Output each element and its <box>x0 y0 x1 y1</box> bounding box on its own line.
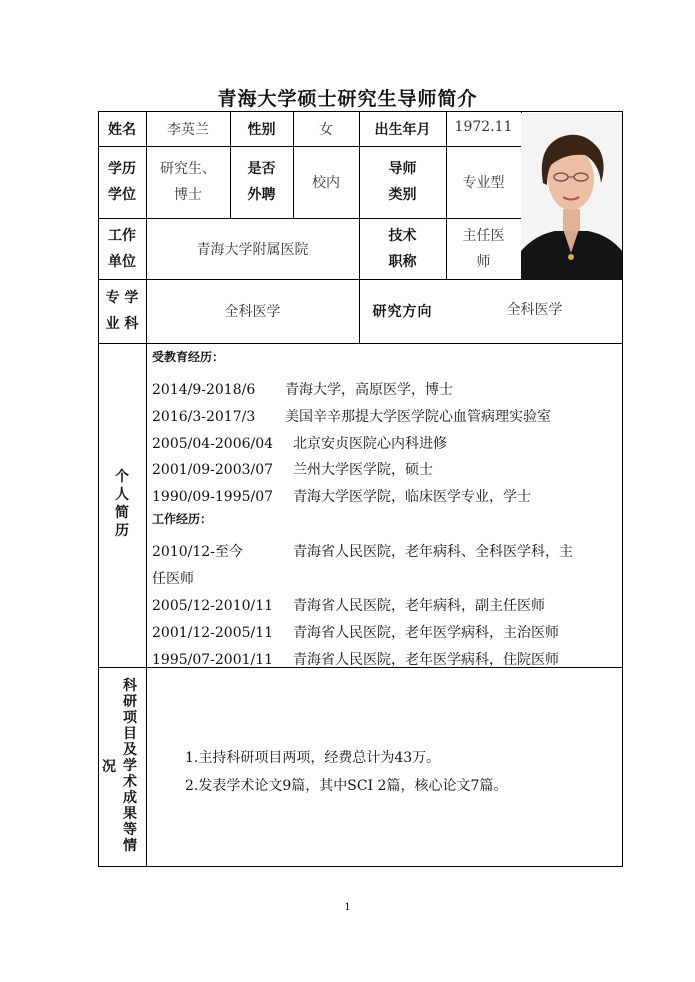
external-value: 校内 <box>312 175 340 191</box>
gender-label: 性别 <box>247 121 276 138</box>
page-number: 1 <box>344 902 351 913</box>
name-value: 李英兰 <box>167 121 209 138</box>
education-date: 2005/04-2006/04 <box>152 436 274 452</box>
work-desc: 青海省人民医院，老年病科、全科医学科，主 <box>293 544 573 560</box>
work-date: 2005/12-2010/11 <box>152 598 274 614</box>
bio-label-char: 历 <box>115 523 129 539</box>
work-entry-continued: 任医师 <box>152 571 194 587</box>
work-unit-label-line: 单位 <box>108 253 136 270</box>
major-label <box>98 279 146 343</box>
work-desc: 青海省人民医院，老年病科，副主任医师 <box>293 598 545 614</box>
education-desc: 美国辛辛那提大学医学院心血管病理实验室 <box>285 409 551 425</box>
page-title: 青海大学硕士研究生导师简介 <box>217 88 478 110</box>
education-date: 2001/09-2003/07 <box>152 462 274 478</box>
research-item: 1.主持科研项目两项，经费总计为43万。 <box>185 750 441 766</box>
work-entry <box>152 622 559 642</box>
tech-title-label-line: 技术 <box>388 227 417 244</box>
tech-title-value-line: 师 <box>476 253 491 270</box>
research-label <box>121 678 139 854</box>
work-entry <box>152 595 545 615</box>
major-label-line: 业 科 <box>105 316 139 332</box>
research-label-char: 科 <box>123 678 137 694</box>
birth-value: 1972.11 <box>454 119 513 135</box>
education-entry <box>152 459 433 479</box>
profile-photo <box>521 113 622 280</box>
major-value: 全科医学 <box>224 304 281 320</box>
degree-value-line: 博士 <box>174 187 202 203</box>
degree-label-line: 学历 <box>108 161 136 177</box>
work-date: 2001/12-2005/11 <box>152 625 274 641</box>
research-item: 2.发表学术论文9篇，其中SCI 2篇，核心论文7篇。 <box>185 778 508 794</box>
bio-label-char: 个 <box>115 469 129 485</box>
supervisor-type-value: 专业型 <box>462 175 505 191</box>
education-desc: 青海大学医学院，临床医学专业，学士 <box>293 489 531 505</box>
research-label-extra: 况 <box>102 759 116 775</box>
research-label-char: 学 <box>123 758 137 774</box>
research-label-char: 情 <box>123 838 137 854</box>
research-label-char: 成 <box>123 790 137 806</box>
external-label-line: 是否 <box>247 161 276 177</box>
major-label-line: 专 学 <box>105 290 139 306</box>
work-unit-label <box>98 218 146 279</box>
research-label-char: 果 <box>123 806 137 822</box>
name-label: 姓名 <box>108 121 136 138</box>
birth-label: 出生年月 <box>374 121 431 138</box>
education-entry <box>152 486 531 506</box>
bio-label-char: 简 <box>115 505 129 521</box>
education-entry <box>152 433 447 453</box>
supervisor-type-label-line: 导师 <box>388 161 417 177</box>
work-desc: 青海省人民医院，老年医学病科，住院医师 <box>293 652 559 668</box>
degree-value <box>146 146 230 218</box>
gender-value: 女 <box>319 121 333 138</box>
bio-label <box>113 468 131 540</box>
tech-title-value <box>446 218 521 279</box>
research-label-char: 术 <box>123 774 137 790</box>
bio-label-char: 人 <box>115 487 129 503</box>
supervisor-type-label <box>359 146 446 218</box>
work-entry <box>152 649 559 669</box>
work-unit-label-line: 工作 <box>108 227 136 244</box>
education-date: 2014/9-2018/6 <box>152 382 256 398</box>
work-date: 2010/12-至今 <box>152 544 243 560</box>
tech-title-label <box>359 218 446 279</box>
supervisor-type-label-line: 类别 <box>388 187 417 203</box>
work-entry <box>152 541 573 561</box>
external-label <box>230 146 293 218</box>
research-label-char: 目 <box>123 726 137 742</box>
row-divider <box>98 343 623 344</box>
work-desc: 青海省人民医院，老年医学病科，主治医师 <box>293 625 559 641</box>
education-heading: 受教育经历： <box>152 350 225 364</box>
education-date: 1990/09-1995/07 <box>152 489 274 505</box>
external-label-line: 外聘 <box>247 187 276 203</box>
research-label-char: 及 <box>123 742 137 758</box>
tech-title-value-line: 主任医 <box>462 227 505 244</box>
tech-title-label-line: 职称 <box>388 253 417 270</box>
work-heading: 工作经历： <box>152 512 213 526</box>
education-entry <box>152 379 453 399</box>
education-entry <box>152 406 551 426</box>
degree-label <box>98 146 146 218</box>
degree-label-line: 学位 <box>108 187 136 203</box>
research-label-char: 研 <box>123 694 137 710</box>
education-date: 2016/3-2017/3 <box>152 409 256 425</box>
work-unit-value: 青海大学附属医院 <box>196 241 309 258</box>
work-date: 1995/07-2001/11 <box>152 652 274 668</box>
research-label-char: 项 <box>123 710 137 726</box>
portrait-image <box>521 113 622 280</box>
research-direction-value: 全科医学 <box>506 302 563 318</box>
education-desc: 兰州大学医学院，硕士 <box>293 462 433 478</box>
research-direction-label: 研究方向 <box>372 304 433 320</box>
research-label-char: 等 <box>123 822 137 838</box>
degree-value-line: 研究生、 <box>160 161 216 177</box>
education-desc: 青海大学，高原医学，博士 <box>285 382 453 398</box>
education-desc: 北京安贞医院心内科进修 <box>293 436 447 452</box>
